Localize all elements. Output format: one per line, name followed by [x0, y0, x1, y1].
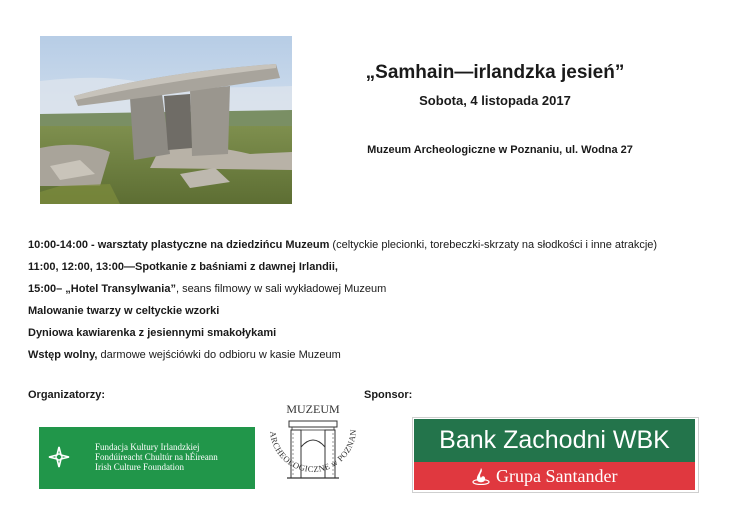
dolmen-photo	[40, 36, 292, 204]
program-item-bold: 10:00-14:00 - warsztaty plastyczne na dziedzińcu Muzeum	[28, 239, 330, 251]
program-item-bold: 11:00, 12:00, 13:00—Spotkanie z baśniami z dawnej Irlandii,	[28, 261, 338, 273]
program-item	[28, 278, 743, 300]
program-item	[28, 322, 743, 344]
event-title: „Samhain—irlandzka jesień”	[365, 62, 625, 83]
santander-flame-icon	[472, 467, 490, 485]
program-list	[28, 234, 743, 366]
ifc-name-irish: Fondúireacht Chultúr na hÉireann	[95, 452, 218, 462]
organizers-label: Organizatorzy:	[28, 389, 106, 401]
program-item	[28, 344, 743, 366]
program-item	[28, 234, 743, 256]
bank-zachodni-wbk-logo	[412, 417, 699, 493]
bank-name: Bank Zachodni WBK	[414, 419, 695, 462]
museum-logo-arc: ARCHEOLOGICZNE w POZNAN	[267, 428, 359, 475]
event-date: Sobota, 4 listopada 2017	[419, 93, 571, 108]
program-item	[28, 256, 743, 278]
museum-logo-top: MUZEUM	[286, 402, 340, 416]
ifc-name-english: Irish Culture Foundation	[95, 462, 184, 472]
program-item-bold: Malowanie twarzy w celtyckie wzorki	[28, 305, 220, 317]
bank-group-bar	[414, 462, 695, 490]
program-item-text: darmowe wejściówki do odbioru w kasie Muzeum	[97, 349, 341, 361]
sponsor-label: Sponsor:	[364, 389, 413, 401]
ifc-name-polish: Fundacja Kultury Irlandzkiej	[95, 442, 200, 452]
program-item-bold: Wstęp wolny,	[28, 349, 98, 361]
program-item	[28, 300, 743, 322]
program-item-bold: 15:00– „Hotel Transylwania”	[28, 283, 176, 295]
museum-logo	[258, 399, 368, 511]
celtic-knot-icon	[47, 445, 71, 469]
program-item-text: , seans filmowy w sali wykładowej Muzeum	[175, 283, 387, 295]
bank-group-name: Grupa Santander	[496, 466, 618, 486]
irish-culture-foundation-logo	[39, 427, 255, 489]
program-item-bold: Dyniowa kawiarenka z jesiennymi smakołykami	[28, 327, 277, 339]
program-item-text: (celtyckie plecionki, torebeczki-skrzaty na słodkości i inne atrakcje)	[329, 239, 658, 251]
event-venue: Muzeum Archeologiczne w Poznaniu, ul. Wodna 27	[367, 144, 633, 156]
